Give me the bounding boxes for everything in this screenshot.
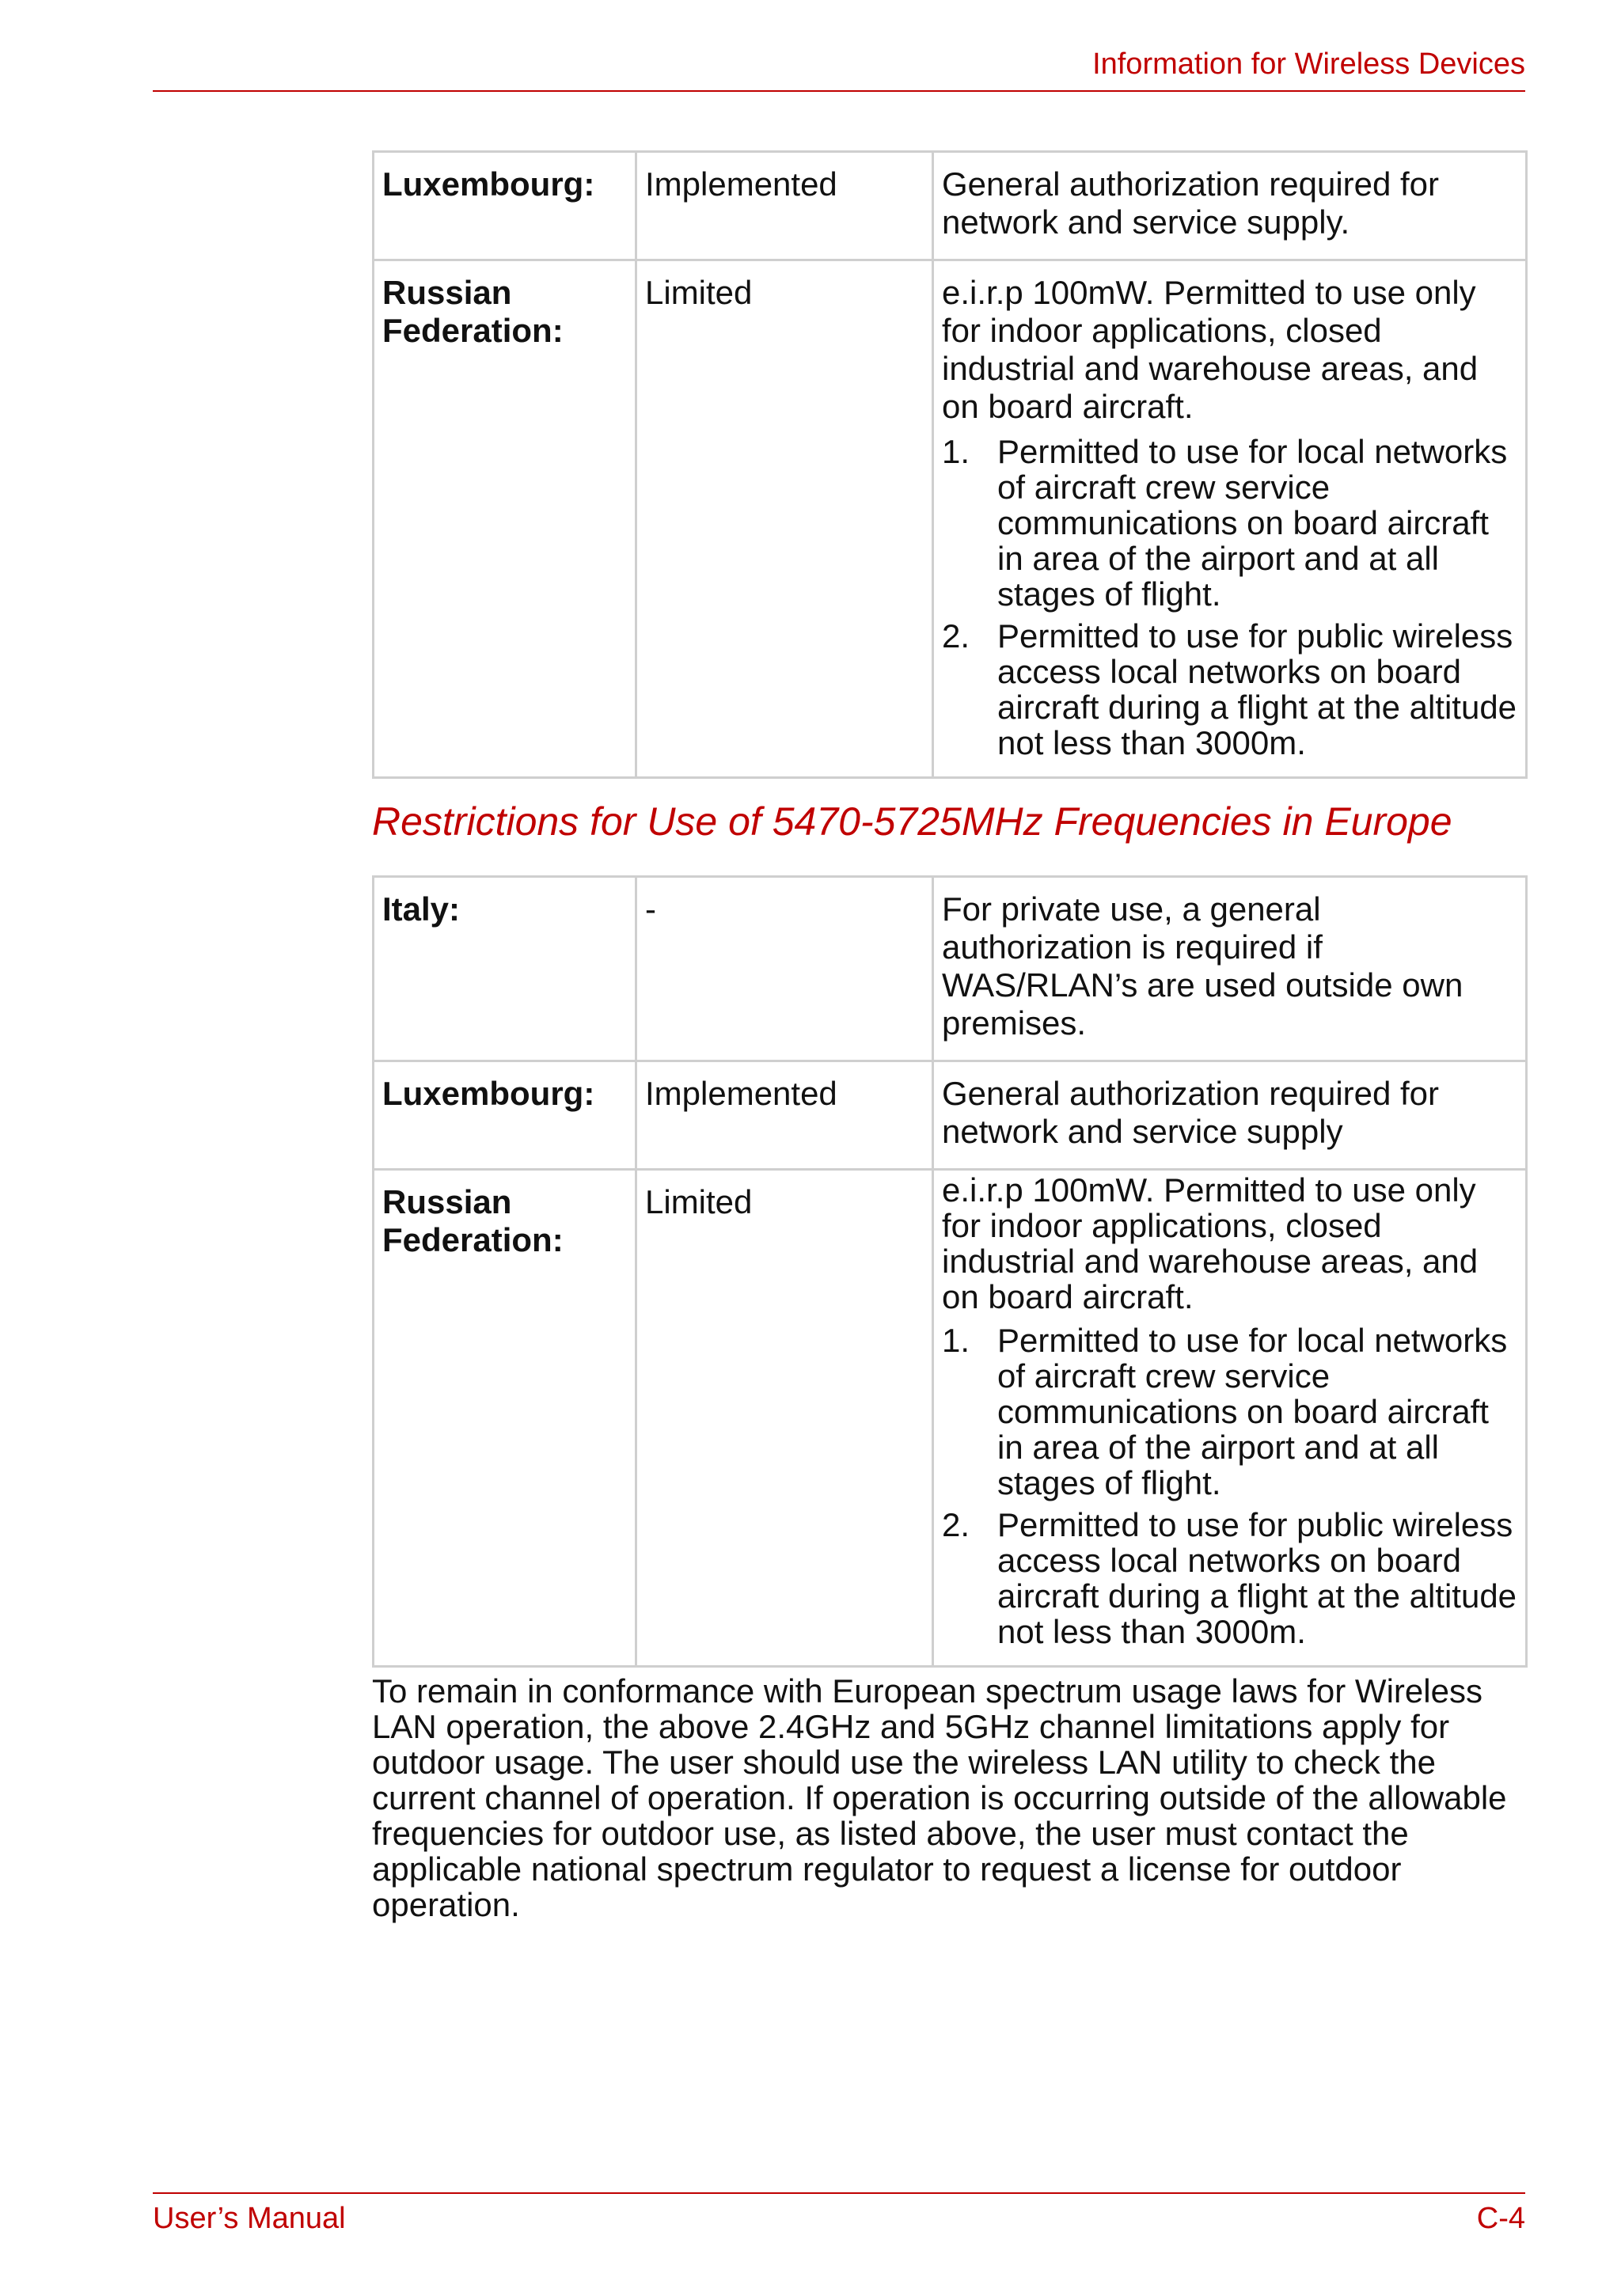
note-text: e.i.r.p 100mW. Permitted to use only for indoor applications, closed industrial and warehouse areas, and on board aircraft.: [942, 274, 1479, 425]
list-item: [942, 618, 1517, 761]
country-cell: Russian Federation:: [374, 1170, 636, 1667]
note-text: e.i.r.p 100mW. Permitted to use only for indoor applications, closed industrial and warehouse areas, and on board aircraft.: [942, 1171, 1479, 1315]
note-cell: [933, 1170, 1527, 1667]
note-text: General authorization required for network and service supply.: [942, 165, 1440, 241]
list-number: 1.: [942, 433, 970, 470]
body-paragraph: To remain in conformance with European spectrum usage laws for Wireless LAN operation, the above 2.4GHz and 5GHz channel limitations apply for outdoor usage. The user should use the wireless LAN utility to check the current channel of operation. If operation is occurring outside of the allowable frequencies for outdoor use, as listed above, the user must contact the applicable national spectrum regulator to request a license for outdoor operation.: [372, 1672, 1507, 1923]
header-rule: [153, 90, 1525, 92]
table-row: [374, 877, 1527, 1061]
country-cell: Russian Federation:: [374, 260, 636, 778]
page-header-title: Information for Wireless Devices: [1092, 47, 1525, 81]
status-cell: Implemented: [636, 1061, 933, 1170]
status-cell: Implemented: [636, 152, 933, 260]
country-cell: Luxembourg:: [374, 1061, 636, 1170]
restrictions-table-2: [372, 875, 1528, 1668]
list-number: 1.: [942, 1322, 970, 1359]
footer-rule: [153, 2192, 1525, 2194]
note-cell: [933, 152, 1527, 260]
note-text: General authorization required for network and service supply: [942, 1075, 1440, 1150]
list-number: 2.: [942, 1506, 970, 1543]
country-cell: Luxembourg:: [374, 152, 636, 260]
list-text: Permitted to use for local networks of aircraft crew service communications on board aircraft in area of the airport and at all stages of flight.: [997, 1322, 1508, 1501]
status-cell: Limited: [636, 1170, 933, 1667]
numbered-list: [942, 434, 1517, 761]
list-text: Permitted to use for local networks of aircraft crew service communications on board aircraft in area of the airport and at all stages of flight.: [997, 433, 1508, 613]
list-item: [942, 434, 1517, 612]
list-item: [942, 1507, 1517, 1649]
country-cell: Italy:: [374, 877, 636, 1061]
table-row: [374, 1170, 1527, 1667]
page-number: C-4: [1476, 2202, 1525, 2235]
note-cell: [933, 877, 1527, 1061]
restrictions-table-1: [372, 150, 1528, 779]
list-item: [942, 1323, 1517, 1501]
note-text: For private use, a general authorization is required if WAS/RLAN’s are used outside own premises.: [942, 890, 1463, 1042]
list-number: 2.: [942, 617, 970, 655]
table-row: [374, 1061, 1527, 1170]
list-text: Permitted to use for public wireless access local networks on board aircraft during a flight at the altitude not less than 3000m.: [997, 617, 1517, 761]
table-row: [374, 260, 1527, 778]
section-title: Restrictions for Use of 5470-5725MHz Frequencies in Europe: [372, 799, 1452, 844]
table-row: [374, 152, 1527, 260]
list-text: Permitted to use for public wireless access local networks on board aircraft during a flight at the altitude not less than 3000m.: [997, 1506, 1517, 1650]
note-cell: [933, 260, 1527, 778]
numbered-list: [942, 1323, 1517, 1649]
footer-manual-title: User’s Manual: [153, 2202, 346, 2235]
status-cell: -: [636, 877, 933, 1061]
status-cell: Limited: [636, 260, 933, 778]
note-cell: [933, 1061, 1527, 1170]
